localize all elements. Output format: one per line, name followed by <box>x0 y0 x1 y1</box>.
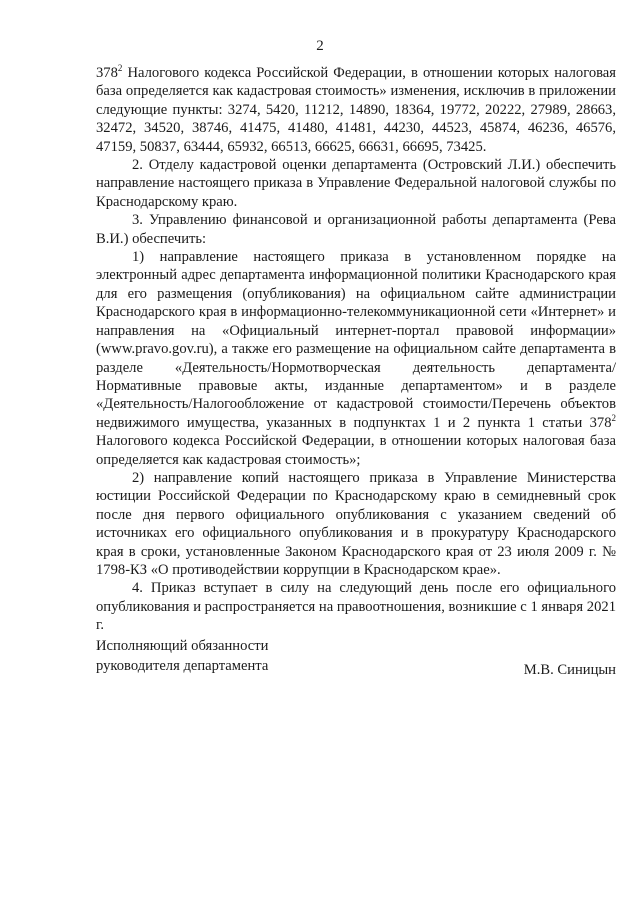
signer-position-line-1: Исполняющий обязанности <box>96 638 269 654</box>
paragraph-1-text: Налогового кодекса Российской Федерации, в отношении которых налоговая база определяется как кадастровая стоимость» изменения, исключив в приложении следующие пункты: 3274, 5420, 11212, 14890, 18364, 19772, 20222, 27989, 28663, 32472, 34520, 38746, 41475, 41480, 41481, 44230, 44523, 45874, 46236, 46576, 47159, 50837, 63444, 65932, 66513, 66625, 66631, 66695, 73425. <box>96 65 616 155</box>
item-1-superscript: 2 <box>611 412 616 423</box>
item-1-text: 1) направление настоящего приказа в установленном порядке на электронный адрес департамента информационной политики Краснодарского края для его размещения (опубликования) на официальном сайте администрации Краснодарского края в информационно-телекоммуникационной сети «Интернет» и направления на «Официальный интернет-портал правовой информации» (www.pravo.gov.ru), а также его размещение на официальном сайте департамента в разделе «Деятельность/Нормотворческая деятельность департамента/Нормативные правовые акты, изданные департаментом» и в разделе «Деятельность/Налогообложение от кадастровой стоимости/Перечень объектов недвижимого имущества, указанных в подпунктах 1 и 2 пункта 1 статьи 378 <box>96 249 616 431</box>
signer-name: М.В. Синицын <box>523 662 616 678</box>
article-number: 378 <box>96 65 118 81</box>
page-number: 2 <box>316 38 324 54</box>
item-1-text-end: Налогового кодекса Российской Федерации, в отношении которых налоговая база определяется как кадастровая стоимость»; <box>96 433 616 468</box>
document-body <box>96 64 616 635</box>
signature-block <box>96 636 616 676</box>
article-superscript: 2 <box>117 63 123 73</box>
paragraph-1-continuation <box>96 64 616 156</box>
paragraph-3-item-1 <box>96 248 616 469</box>
signer-position-line-2: руководителя департамента <box>96 658 269 674</box>
paragraph-2: 2. Отделу кадастровой оценки департамента (Островский Л.И.) обеспечить направление настоящего приказа в Управление Федеральной налоговой службы по Краснодарскому краю. <box>96 157 616 210</box>
paragraph-3-item-2: 2) направление копий настоящего приказа в Управление Министерства юстиции Российской Федерации по Краснодарскому краю в семидневный срок после дня первого официального опубликования с указанием сведений об источниках его официального опубликования и в прокуратуру Краснодарского края в сроки, установленные Законом Краснодарского края от 23 июля 2009 г. № 1798-КЗ «О противодействии коррупции в Краснодарском крае». <box>96 469 616 578</box>
paragraph-3: 3. Управлению финансовой и организационной работы департамента (Рева В.И.) обеспечить: <box>96 212 616 247</box>
signature-row <box>96 656 616 676</box>
paragraph-4: 4. Приказ вступает в силу на следующий день после его официального опубликования и распространяется на правоотношения, возникшие с 1 января 2021 г. <box>96 580 616 634</box>
